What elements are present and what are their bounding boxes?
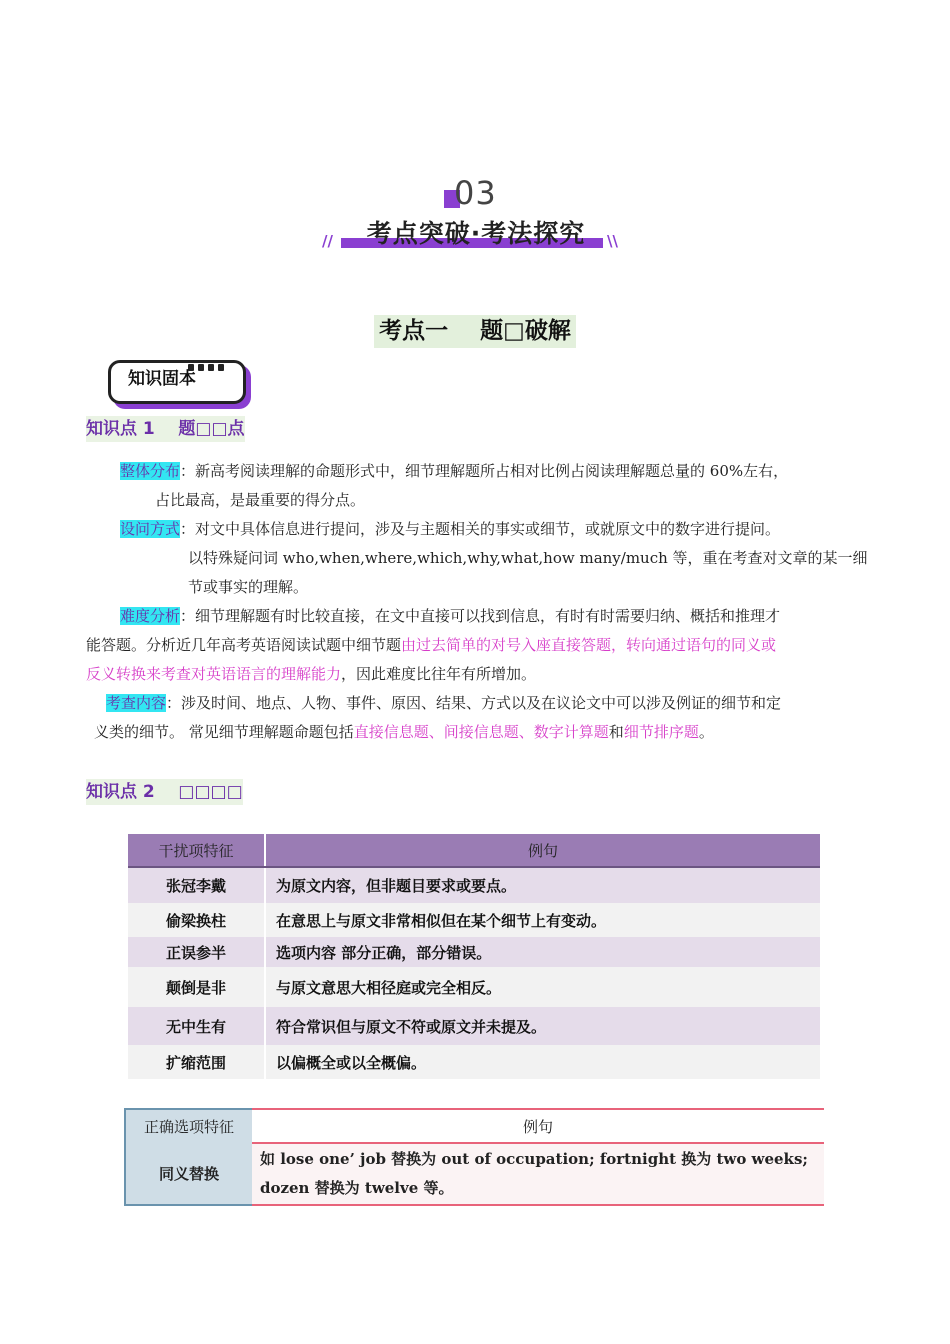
- kp1-heading: 知识点 1 题□□点: [86, 416, 245, 442]
- emphasis-text: 细节排序题: [623, 723, 699, 741]
- text-line: 能答题。分析近几年高考英语阅读试题中细节题: [86, 636, 402, 654]
- text-line: ：涉及时间、地点、人物、事件、原因、结果、方式以及在议论文中可以涉及例证的细节和定: [166, 694, 782, 712]
- table-cell: 如 lose one’ job 替换为 out of occupation; fortnight 换为 two weeks; dozen 替换为 twelve 等。: [252, 1143, 824, 1205]
- table-cell: 选项内容 部分正确，部分错误。: [265, 937, 820, 967]
- text-line: 节或事实的理解。: [188, 578, 309, 596]
- text-line: ，因此难度比往年有所增加。: [341, 665, 537, 683]
- section-number-text: 03: [454, 174, 497, 212]
- table-row: [128, 903, 820, 937]
- table-cell: 同义替换: [125, 1143, 252, 1205]
- text-line: 占比最高，是最重要的得分点。: [155, 491, 366, 509]
- table-cell: 偷梁换柱: [128, 903, 265, 937]
- emphasis-text: 由过去简单的对号入座直接答题，转向通过语句的同义或: [401, 636, 777, 654]
- text-line: ：新高考阅读理解的命题形式中，细节理解题所占相对比例占阅读理解题总量的 60%左右，: [180, 462, 789, 480]
- kp1-paragraph-question-style: [120, 515, 880, 602]
- kp2-heading: 知识点 2 □□□□: [86, 779, 243, 805]
- table-row: [128, 937, 820, 967]
- banner-title: 考点突破·考法探究: [366, 219, 586, 248]
- table-cell: 颠倒是非: [128, 967, 265, 1007]
- distractor-features-table: [128, 834, 820, 1079]
- text-line: 。: [698, 723, 714, 741]
- text-line: 和: [608, 723, 624, 741]
- table-row: [128, 967, 820, 1007]
- table-cell: 在意思上与原文非常相似但在某个细节上有变动。: [265, 903, 820, 937]
- kp1-paragraph-difficulty: [86, 602, 876, 689]
- table2-header-feature: 正确选项特征: [125, 1109, 252, 1143]
- text-line: 以特殊疑问词 who,when,where,which,why,what,how many/much 等，重在考查对文章的某一细: [188, 549, 868, 567]
- text-line: ：对文中具体信息进行提问，涉及与主题相关的事实或细节，或就原文中的数字进行提问。: [180, 520, 781, 538]
- label-distribution: 整体分布: [120, 462, 181, 480]
- table-cell: 扩缩范围: [128, 1045, 265, 1079]
- kp1-paragraph-content: [86, 689, 876, 747]
- banner-slash-right-icon: \\: [607, 232, 618, 250]
- table-row: [128, 1045, 820, 1079]
- table-row: [128, 1007, 820, 1045]
- emphasis-text: 反义转换来考查对英语语言的理解能力: [86, 665, 342, 683]
- table-cell: 符合常识但与原文不符或原文并未提及。: [265, 1007, 820, 1045]
- table-row: [125, 1143, 824, 1205]
- table-cell: 与原文意思大相径庭或完全相反。: [265, 967, 820, 1007]
- emphasis-text: 直接信息题、间接信息题、数字计算题: [353, 723, 609, 741]
- knowledge-badge-label: 知识固本: [128, 369, 196, 389]
- label-question-style: 设问方式: [120, 520, 181, 538]
- label-content: 考查内容: [106, 694, 167, 712]
- table-cell: 以偏概全或以全概偏。: [265, 1045, 820, 1079]
- table2-header-example: 例句: [252, 1109, 824, 1143]
- table-cell: 正误参半: [128, 937, 265, 967]
- table-row: [128, 867, 820, 903]
- label-difficulty: 难度分析: [120, 607, 181, 625]
- correct-option-features-table: [124, 1108, 824, 1206]
- table1-header-example: 例句: [265, 834, 820, 867]
- point-title: 考点一 题□破解: [374, 315, 576, 348]
- section-number: [440, 174, 510, 214]
- table-cell: 无中生有: [128, 1007, 265, 1045]
- text-line: ：细节理解题有时比较直接，在文中直接可以找到信息，有时有时需要归纳、概括和推理才: [180, 607, 781, 625]
- table-cell: 张冠李戴: [128, 867, 265, 903]
- banner-slash-left-icon: //: [322, 232, 333, 250]
- table1-header-feature: 干扰项特征: [128, 834, 265, 867]
- kp1-paragraph-distribution: [120, 457, 880, 515]
- table-cell: 为原文内容，但非题目要求或要点。: [265, 867, 820, 903]
- text-line: 义类的细节。 常见细节理解题命题包括: [94, 723, 354, 741]
